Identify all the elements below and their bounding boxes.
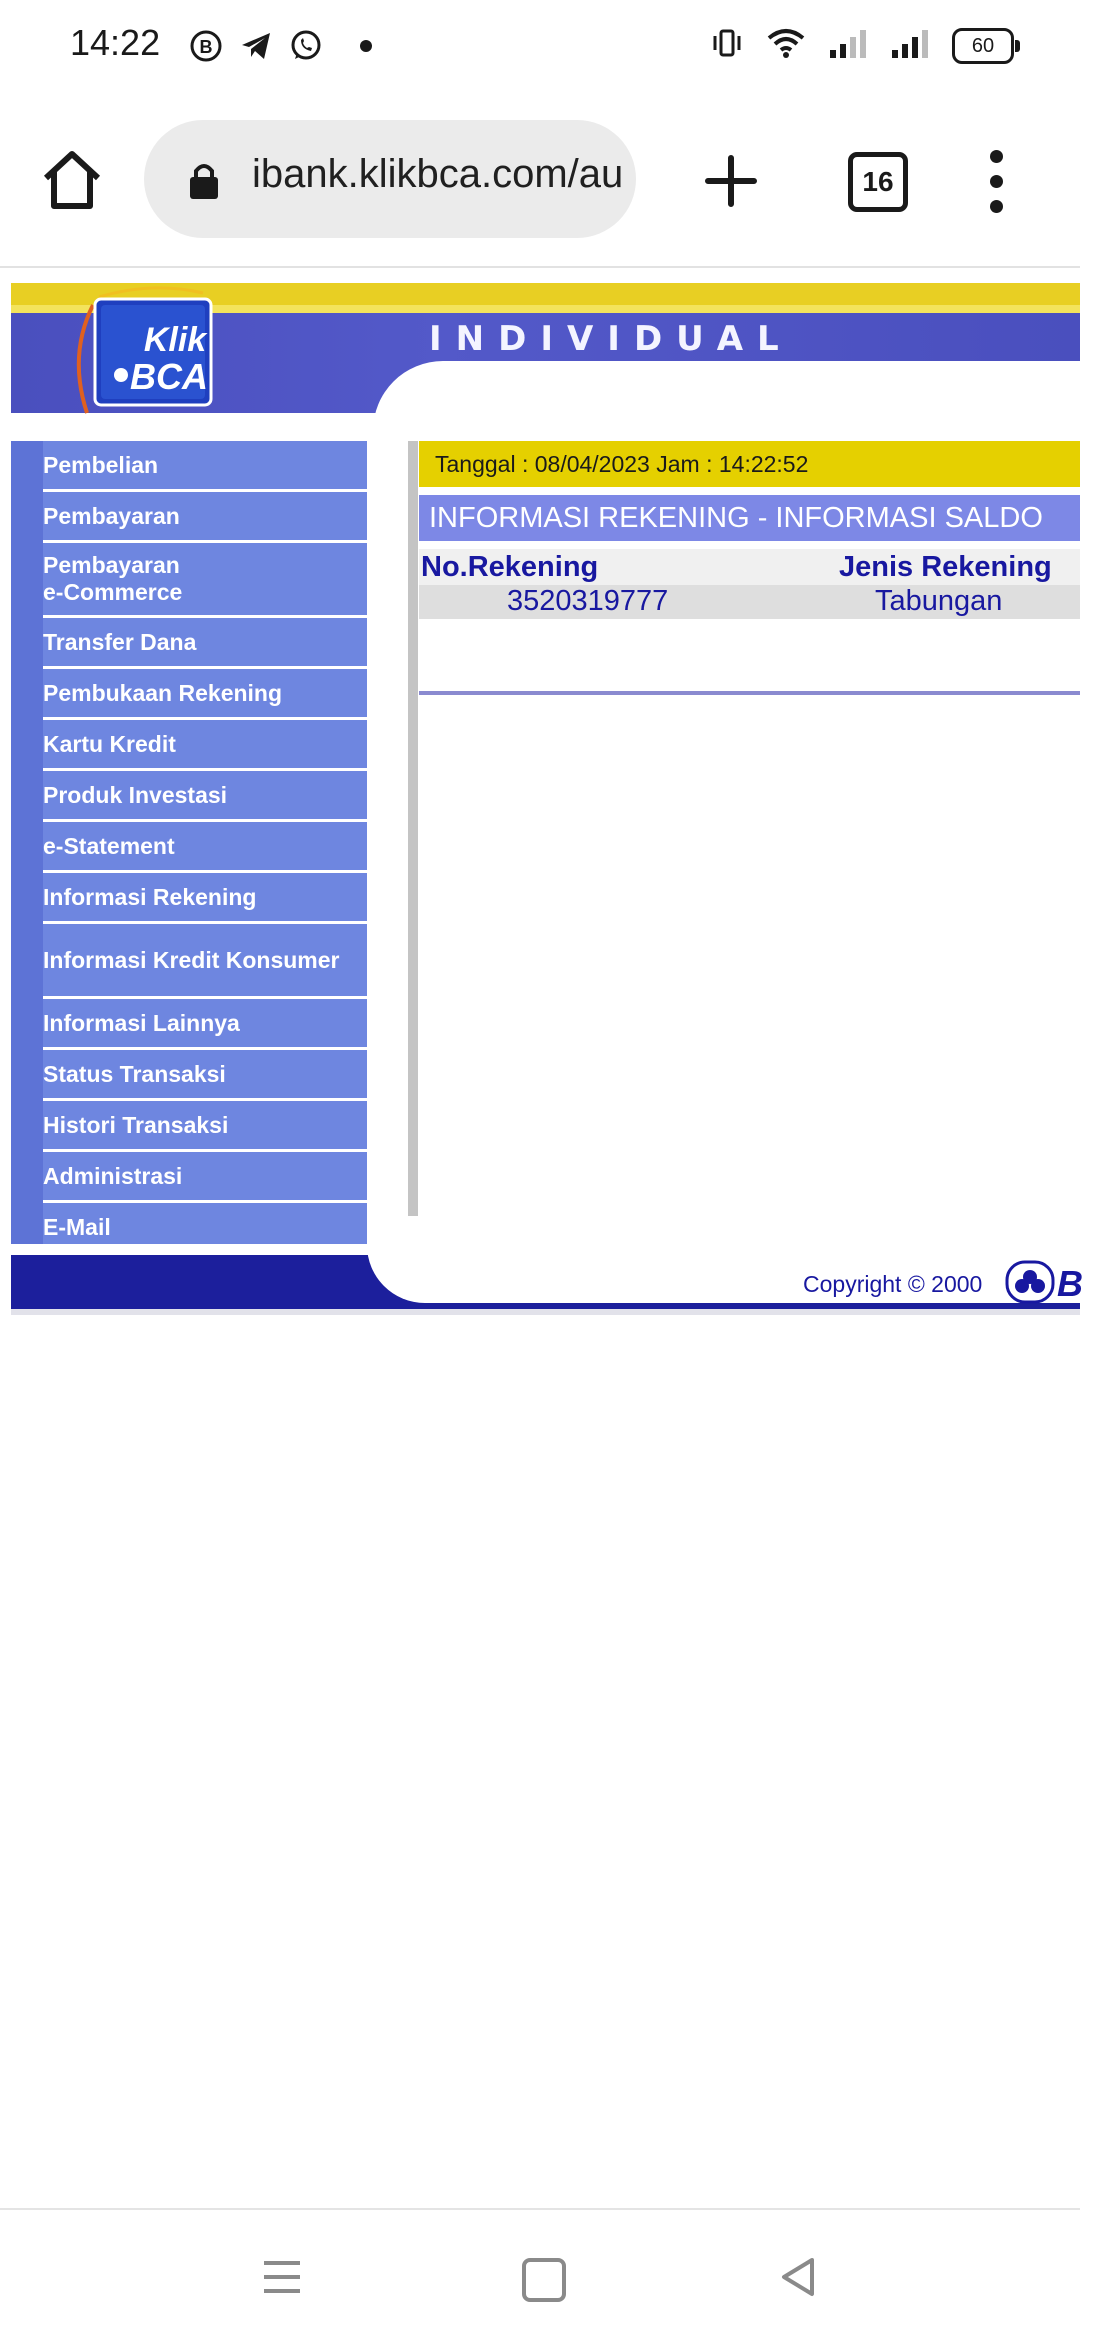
sidebar-item-label: Administrasi [43,1162,183,1189]
logo-bca-text: BCA [130,356,208,397]
plus-icon [700,150,762,212]
address-bar[interactable] [144,120,636,238]
sidebar-item-pembukaan-rekening[interactable] [43,669,367,720]
sidebar-item-label: Pembayaran e-Commerce [43,552,183,605]
recent-apps-button[interactable] [262,2260,302,2294]
sidebar-item-informasi-lainnya[interactable] [43,999,367,1050]
footer-line [11,1309,1080,1315]
table-divider [419,691,1080,695]
more-dot-icon [990,175,1003,188]
vibrate-icon [710,26,744,65]
sidebar-item-pembayaran[interactable] [43,492,367,543]
sidebar-item-label: Informasi Rekening [43,883,257,910]
sidebar-item-label: Informasi Kredit Konsumer [43,946,340,973]
more-dot-icon [990,150,1003,163]
status-left-icons [188,28,372,64]
signal-icon-2 [890,26,930,65]
sidebar-item-e-mail[interactable] [43,1203,367,1254]
klikbca-logo [63,285,233,415]
telegram-icon [238,28,274,64]
sidebar-item-label: Transfer Dana [43,628,197,655]
url-text: ibank.klikbca.com/au [252,152,624,196]
bca-logo-icon [1006,1261,1054,1303]
signal-icon [828,26,868,65]
sidebar-item-label: Kartu Kredit [43,730,176,757]
klikbca-page [11,283,1083,1318]
account-type-cell: Tabungan [875,585,1003,617]
sidebar-item-label: Status Transaksi [43,1060,226,1087]
date-time-bar: Tanggal : 08/04/2023 Jam : 14:22:52 [419,441,1080,487]
sidebar-item-status-transaksi[interactable] [43,1050,367,1101]
nav-home-button[interactable] [522,2258,566,2302]
sidebar-item-label: Informasi Lainnya [43,1009,240,1036]
page-footer [11,1255,1083,1318]
column-header-no-rekening: No.Rekening [421,551,599,583]
logo-klik-text: Klik [143,321,207,359]
sidebar-item-informasi-rekening[interactable] [43,873,367,924]
back-triangle-icon [778,2256,818,2298]
header-white-curve [373,361,1093,441]
sidebar-item-kartu-kredit[interactable] [43,720,367,771]
sidebar-item-label: E-Mail [43,1213,111,1240]
sidebar-strip [11,441,43,1244]
sidebar-items [43,441,367,1254]
more-dot-icon [990,200,1003,213]
bca-logo-text: B [1057,1263,1083,1304]
sidebar-item-administrasi[interactable] [43,1152,367,1203]
tab-switcher-button[interactable]: 16 [848,152,908,212]
sidebar-menu [11,441,367,1244]
home-icon [38,146,106,214]
home-button[interactable] [38,146,106,214]
sidebar-item-informasi-kredit-konsumer[interactable] [43,924,367,999]
whatsapp-icon [288,28,324,64]
b-icon [188,28,224,64]
system-navigation-bar [0,2208,1080,2342]
sidebar-item-transfer-dana[interactable] [43,618,367,669]
notification-dot-icon [360,40,372,52]
sidebar-item-pembayaran-e-commerce[interactable] [43,543,367,618]
sidebar-item-label: Produk Investasi [43,781,228,808]
browser-toolbar [0,96,1080,268]
sidebar-item-histori-transaksi[interactable] [43,1101,367,1152]
header-title: INDIVIDUAL [429,319,793,359]
table-row [419,585,1080,619]
menu-lines-icon [262,2260,302,2294]
page-header [11,283,1080,413]
sidebar-item-produk-investasi[interactable] [43,771,367,822]
lock-icon [184,160,224,200]
more-menu-button[interactable] [984,150,1008,220]
new-tab-button[interactable] [700,150,762,212]
battery-icon: 60 [952,28,1014,64]
sidebar-item-label: Pembelian [43,451,159,478]
status-time: 14:22 [70,22,161,63]
sidebar-item-label: Histori Transaksi [43,1111,229,1138]
account-number-cell: 3520319777 [507,585,669,617]
vertical-divider [408,441,418,1216]
status-bar [0,0,1080,96]
sidebar-item-label: Pembayaran [43,502,180,529]
sidebar-item-pembelian[interactable] [43,441,367,492]
back-button[interactable] [778,2256,818,2298]
section-title: INFORMASI REKENING - INFORMASI SALDO [419,495,1080,541]
sidebar-item-label: e-Statement [43,832,175,859]
sidebar-item-label: Pembukaan Rekening [43,679,283,706]
column-header-jenis-rekening: Jenis Rekening [839,551,1052,583]
wifi-icon [766,26,806,65]
copyright-text: Copyright © 2000 [803,1271,983,1297]
status-right-icons [710,26,1014,65]
table-header [419,549,1080,585]
sidebar-item-e-statement[interactable] [43,822,367,873]
svg-text:B: B [199,37,213,57]
